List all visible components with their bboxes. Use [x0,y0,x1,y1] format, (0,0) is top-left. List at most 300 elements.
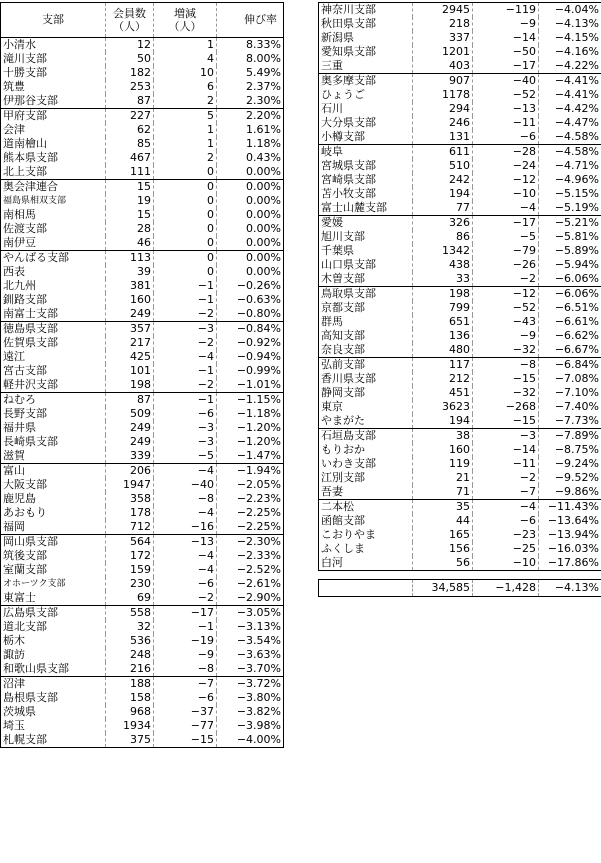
members-cell: 182 [106,66,154,80]
growth-rate-cell: −2.05% [217,478,284,492]
spacer-cell [413,571,473,580]
change-cell: −28 [473,145,539,160]
growth-rate-cell: −2.25% [217,506,284,520]
table-row [1,478,284,492]
members-cell: 85 [106,137,154,151]
growth-rate-cell: 0.00% [217,208,284,222]
branch-name-cell: ひょうご [319,88,413,102]
members-cell: 1201 [413,45,473,59]
change-cell: −13 [154,535,217,550]
members-cell: 160 [106,293,154,307]
branch-name-cell: 島根県支部 [1,691,106,705]
members-cell: 253 [106,80,154,94]
growth-rate-cell: −4.22% [539,59,601,74]
branch-name-cell: 諏訪 [1,648,106,662]
change-cell: 2 [154,151,217,165]
branch-name-cell: 旭川支部 [319,230,413,244]
growth-rate-cell: 0.00% [217,265,284,279]
members-cell: 50 [106,52,154,66]
branch-name-cell: 佐賀県支部 [1,336,106,350]
members-cell: 1947 [106,478,154,492]
members-cell: 227 [106,109,154,124]
growth-rate-cell: −2.52% [217,563,284,577]
branch-name-cell: 千葉県 [319,244,413,258]
change-cell: −7 [473,485,539,500]
growth-rate-cell: −0.84% [217,322,284,337]
members-cell: 35 [413,500,473,515]
growth-rate-cell: −4.58% [539,130,601,145]
table-row [1,180,284,195]
table-row [319,116,601,130]
growth-rate-cell: −7.10% [539,386,601,400]
total-growth: −4.13% [539,580,601,597]
branch-name-cell: 札幌支部 [1,733,106,748]
growth-rate-cell: 8.00% [217,52,284,66]
members-cell: 249 [106,421,154,435]
members-cell: 101 [106,364,154,378]
growth-rate-cell: 1.18% [217,137,284,151]
growth-rate-cell: −0.92% [217,336,284,350]
change-cell: −11 [473,116,539,130]
growth-rate-cell: −0.99% [217,364,284,378]
growth-rate-cell: 8.33% [217,38,284,53]
growth-rate-cell: −13.94% [539,528,601,542]
change-cell: −52 [473,301,539,315]
change-cell: −4 [154,350,217,364]
members-cell: 111 [106,165,154,180]
table-row [319,230,601,244]
table-row [319,457,601,471]
growth-rate-cell: −5.81% [539,230,601,244]
growth-rate-cell: −4.71% [539,159,601,173]
branch-name-cell: オホーツク支部 [1,577,106,591]
branch-name-cell: 釧路支部 [1,293,106,307]
branch-name-cell: 福井県 [1,421,106,435]
header-members-label: 会員数 [113,6,146,20]
members-cell: 907 [413,74,473,89]
table-row [1,591,284,606]
branch-name-cell: 鹿児島 [1,492,106,506]
growth-rate-cell: 0.00% [217,236,284,251]
table-row [1,293,284,307]
growth-rate-cell: −2.33% [217,549,284,563]
branch-name-cell: あおもり [1,506,106,520]
growth-rate-cell: −4.04% [539,3,601,18]
spacer-cell [319,571,413,580]
table-row [1,421,284,435]
table-row [1,364,284,378]
change-cell: −2 [154,378,217,393]
table-row [1,222,284,236]
members-cell: 651 [413,315,473,329]
growth-rate-cell: −3.05% [217,606,284,621]
growth-rate-cell: 0.00% [217,180,284,195]
table-row [319,500,601,515]
table-row [1,123,284,137]
change-cell: −2 [154,591,217,606]
table-row [319,17,601,31]
members-cell: 62 [106,123,154,137]
growth-rate-cell: 5.49% [217,66,284,80]
branch-name-cell: 小樽支部 [319,130,413,145]
growth-rate-cell: −3.63% [217,648,284,662]
change-cell: −4 [154,563,217,577]
table-row [1,279,284,293]
table-row [1,606,284,621]
members-cell: 33 [413,272,473,287]
branch-name-cell: 東富士 [1,591,106,606]
branch-name-cell: 石川 [319,102,413,116]
branch-name-cell: 広島県支部 [1,606,106,621]
members-cell: 188 [106,677,154,692]
members-cell: 246 [413,116,473,130]
header-row [1,3,284,38]
table-row [319,45,601,59]
change-cell: −6 [154,577,217,591]
growth-rate-cell: −4.41% [539,88,601,102]
growth-rate-cell: −4.13% [539,17,601,31]
table-row [1,563,284,577]
members-cell: 56 [413,556,473,571]
change-cell: 0 [154,265,217,279]
table-row [1,520,284,535]
table-row [319,414,601,429]
branch-name-cell: こおりやま [319,528,413,542]
members-cell: 46 [106,236,154,251]
branch-name-cell: 岡山県支部 [1,535,106,550]
change-cell: −13 [473,102,539,116]
branch-name-cell: 山口県支部 [319,258,413,272]
table-row [1,634,284,648]
change-cell: −7 [154,677,217,692]
members-cell: 38 [413,429,473,444]
growth-rate-cell: −2.30% [217,535,284,550]
members-cell: 39 [106,265,154,279]
change-cell: −40 [154,478,217,492]
members-cell: 467 [106,151,154,165]
members-cell: 249 [106,307,154,322]
total-label [319,580,413,597]
branch-name-cell: もりおか [319,443,413,457]
branch-name-cell: 大分県支部 [319,116,413,130]
table-row [1,705,284,719]
branch-name-cell: 三重 [319,59,413,74]
table-row [319,485,601,500]
growth-rate-cell: −3.98% [217,719,284,733]
members-cell: 326 [413,216,473,231]
branch-name-cell: やんばる支部 [1,251,106,266]
growth-rate-cell: −6.06% [539,287,601,302]
change-cell: −37 [154,705,217,719]
table-row [319,3,601,18]
branch-name-cell: 香川県支部 [319,372,413,386]
branch-name-cell: 奥多摩支部 [319,74,413,89]
change-cell: −6 [154,691,217,705]
members-cell: 451 [413,386,473,400]
branch-name-cell: 福島県相双支部 [1,194,106,208]
change-cell: −2 [154,307,217,322]
table-row [319,31,601,45]
members-cell: 480 [413,343,473,358]
table-row [319,159,601,173]
table-row [319,542,601,556]
change-cell: 5 [154,109,217,124]
table-row [1,94,284,109]
members-cell: 1342 [413,244,473,258]
branch-name-cell: 徳島県支部 [1,322,106,337]
table-row [319,130,601,145]
table-row [1,80,284,94]
branch-name-cell: 北上支部 [1,165,106,180]
branch-name-cell: 埼玉 [1,719,106,733]
growth-rate-cell: −9.24% [539,457,601,471]
members-cell: 69 [106,591,154,606]
change-cell: −14 [473,443,539,457]
table-row [1,662,284,677]
branch-name-cell: ふくしま [319,542,413,556]
growth-rate-cell: −2.61% [217,577,284,591]
branch-name-cell: 白河 [319,556,413,571]
branch-name-cell: 宮古支部 [1,364,106,378]
members-cell: 216 [106,662,154,677]
growth-rate-cell: −1.15% [217,393,284,408]
branch-name-cell: 宮崎県支部 [319,173,413,187]
members-cell: 242 [413,173,473,187]
table-row [1,378,284,393]
growth-rate-cell: −3.70% [217,662,284,677]
growth-rate-cell: −6.51% [539,301,601,315]
members-cell: 425 [106,350,154,364]
branch-name-cell: いわき支部 [319,457,413,471]
change-cell: −19 [154,634,217,648]
branch-name-cell: 東京 [319,400,413,414]
table-row [319,372,601,386]
change-cell: −9 [473,329,539,343]
members-cell: 15 [106,180,154,195]
change-cell: −2 [154,336,217,350]
branch-name-cell: 会津 [1,123,106,137]
change-cell: −11 [473,457,539,471]
branch-name-cell: 小清水 [1,38,106,53]
members-cell: 358 [106,492,154,506]
header-change-label: 増減 [174,6,196,20]
header-members [106,3,154,38]
change-cell: 0 [154,208,217,222]
growth-rate-cell: −4.41% [539,74,601,89]
members-cell: 536 [106,634,154,648]
table-row [1,464,284,479]
change-cell: −15 [473,372,539,386]
members-cell: 44 [413,514,473,528]
growth-rate-cell: 0.00% [217,222,284,236]
members-cell: 510 [413,159,473,173]
change-cell: 10 [154,66,217,80]
change-cell: −2 [473,471,539,485]
table-row [1,449,284,464]
change-cell: 1 [154,38,217,53]
change-cell: −40 [473,74,539,89]
branch-name-cell: 高知支部 [319,329,413,343]
change-cell: −10 [473,556,539,571]
table-row [1,194,284,208]
members-cell: 159 [106,563,154,577]
total-change: −1,428 [473,580,539,597]
members-cell: 558 [106,606,154,621]
members-cell: 71 [413,485,473,500]
change-cell: −9 [473,17,539,31]
members-cell: 19 [106,194,154,208]
change-cell: −79 [473,244,539,258]
branch-name-cell: 奈良支部 [319,343,413,358]
branch-name-cell: 遠江 [1,350,106,364]
members-cell: 21 [413,471,473,485]
growth-rate-cell: −4.15% [539,31,601,45]
members-cell: 156 [413,542,473,556]
members-cell: 1178 [413,88,473,102]
branch-name-cell: 長野支部 [1,407,106,421]
change-cell: −26 [473,258,539,272]
members-cell: 15 [106,208,154,222]
table-row [319,329,601,343]
table-row [319,74,601,89]
table-row [319,216,601,231]
spacer-row [319,571,601,580]
growth-rate-cell: −2.25% [217,520,284,535]
members-cell: 136 [413,329,473,343]
change-cell: −17 [154,606,217,621]
branch-name-cell: 南富士支部 [1,307,106,322]
change-cell: −32 [473,386,539,400]
change-cell: −268 [473,400,539,414]
members-cell: 218 [413,17,473,31]
branch-name-cell: 弘前支部 [319,358,413,373]
table-row [1,251,284,266]
left-table-body [1,3,284,748]
table-row [1,137,284,151]
branch-name-cell: 秋田県支部 [319,17,413,31]
table-row [1,648,284,662]
members-cell: 86 [413,230,473,244]
header-members-unit: （人） [113,19,146,33]
members-cell: 249 [106,435,154,449]
members-cell: 158 [106,691,154,705]
table-row [1,435,284,449]
growth-rate-cell: −16.03% [539,542,601,556]
growth-rate-cell: −7.73% [539,414,601,429]
growth-rate-cell: −3.82% [217,705,284,719]
growth-rate-cell: −5.94% [539,258,601,272]
table-row [319,59,601,74]
branch-name-cell: 伊那谷支部 [1,94,106,109]
right-table-body [319,3,601,597]
growth-rate-cell: −2.23% [217,492,284,506]
growth-rate-cell: −5.19% [539,201,601,216]
change-cell: −9 [154,648,217,662]
change-cell: −12 [473,173,539,187]
branch-name-cell: 南相馬 [1,208,106,222]
change-cell: −6 [473,130,539,145]
members-cell: 28 [106,222,154,236]
members-cell: 611 [413,145,473,160]
change-cell: −52 [473,88,539,102]
members-cell: 198 [413,287,473,302]
change-cell: −4 [154,549,217,563]
branch-name-cell: 滋賀 [1,449,106,464]
members-cell: 131 [413,130,473,145]
branch-name-cell: 甲府支部 [1,109,106,124]
header-growth: 伸び率 [217,3,284,38]
table-row [1,492,284,506]
change-cell: 1 [154,123,217,137]
branch-name-cell: 茨城県 [1,705,106,719]
branch-name-cell: 京都支部 [319,301,413,315]
branch-name-cell: 宮城県支部 [319,159,413,173]
change-cell: −14 [473,31,539,45]
members-cell: 206 [106,464,154,479]
members-cell: 217 [106,336,154,350]
members-cell: 212 [413,372,473,386]
branch-name-cell: 福岡 [1,520,106,535]
table-row [1,620,284,634]
growth-rate-cell: −9.52% [539,471,601,485]
growth-rate-cell: −13.64% [539,514,601,528]
branch-name-cell: 西表 [1,265,106,279]
growth-rate-cell: −0.63% [217,293,284,307]
table-row [319,514,601,528]
table-row [319,471,601,485]
growth-rate-cell: 0.00% [217,165,284,180]
change-cell: −6 [473,514,539,528]
members-cell: 1934 [106,719,154,733]
growth-rate-cell: −5.21% [539,216,601,231]
header-change [154,3,217,38]
change-cell: −2 [473,272,539,287]
table-row [1,322,284,337]
branch-name-cell: 軽井沢支部 [1,378,106,393]
members-cell: 712 [106,520,154,535]
branch-name-cell: 奥会津連合 [1,180,106,195]
change-cell: −4 [473,500,539,515]
branch-name-cell: 鳥取県支部 [319,287,413,302]
change-cell: −6 [154,407,217,421]
growth-rate-cell: −7.40% [539,400,601,414]
change-cell: −1 [154,293,217,307]
members-cell: 968 [106,705,154,719]
branch-name-cell: 苫小牧支部 [319,187,413,201]
change-cell: −1 [154,279,217,293]
growth-rate-cell: −2.90% [217,591,284,606]
table-row [1,506,284,520]
branch-name-cell: 函館支部 [319,514,413,528]
change-cell: −3 [154,322,217,337]
change-cell: 0 [154,222,217,236]
header-branch: 支部 [1,3,106,38]
branch-name-cell: 吾妻 [319,485,413,500]
total-members: 34,585 [413,580,473,597]
members-cell: 178 [106,506,154,520]
members-cell: 2945 [413,3,473,18]
table-row [1,535,284,550]
change-cell: 0 [154,236,217,251]
table-row [1,577,284,591]
table-row [1,677,284,692]
table-row [319,400,601,414]
growth-rate-cell: −0.80% [217,307,284,322]
table-row [319,88,601,102]
table-row [1,307,284,322]
change-cell: −4 [154,464,217,479]
members-cell: 799 [413,301,473,315]
